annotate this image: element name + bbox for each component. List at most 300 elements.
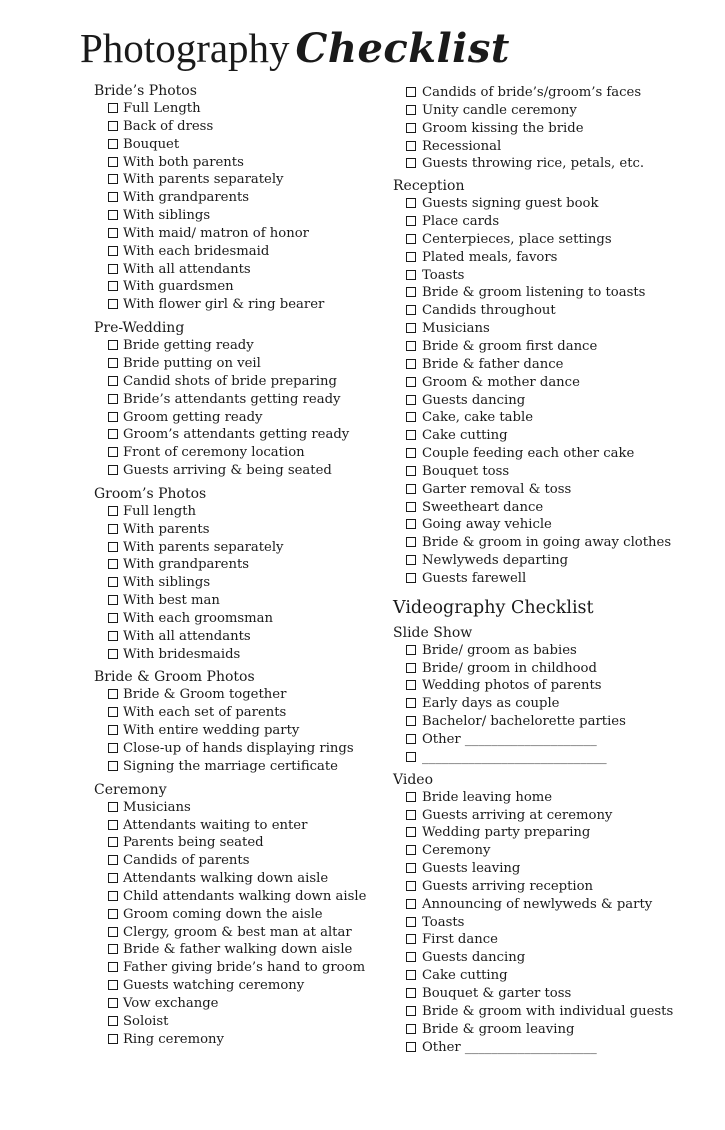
checklist-item bbox=[393, 985, 693, 1003]
checkbox-icon[interactable] bbox=[406, 752, 416, 762]
checkbox-icon[interactable] bbox=[406, 141, 416, 151]
checklist-item bbox=[94, 189, 384, 207]
checkbox-icon[interactable] bbox=[406, 645, 416, 655]
checklist-item bbox=[393, 931, 693, 949]
section-video bbox=[393, 771, 693, 1057]
checklist-item-label: Bride putting on veil bbox=[123, 355, 261, 371]
checklist-item-label: With parents separately bbox=[123, 539, 284, 555]
checklist-item-label: Bride getting ready bbox=[123, 338, 254, 354]
checklist-item-label: With each set of parents bbox=[123, 705, 287, 721]
checklist-item-label: Bachelor/ bachelorette parties bbox=[422, 714, 626, 730]
checkbox-icon[interactable] bbox=[108, 447, 118, 457]
checklist-item-label: Garter removal & toss bbox=[422, 481, 572, 497]
checkbox-icon[interactable] bbox=[406, 158, 416, 168]
checklist-item bbox=[94, 646, 384, 664]
checkbox-icon[interactable] bbox=[406, 341, 416, 351]
checkbox-icon[interactable] bbox=[406, 845, 416, 855]
checkbox-icon[interactable] bbox=[406, 519, 416, 529]
checklist-item-label: With each bridesmaid bbox=[123, 243, 270, 259]
checkbox-icon[interactable] bbox=[108, 192, 118, 202]
checklist-item bbox=[94, 355, 384, 373]
checklist-item-label: With all attendants bbox=[123, 628, 251, 644]
section-heading: Reception bbox=[393, 178, 465, 195]
checklist-item-label: First dance bbox=[422, 932, 498, 948]
section-pre-wedding bbox=[94, 319, 384, 480]
checklist-item-label: With grandparents bbox=[123, 190, 250, 206]
checkbox-icon[interactable] bbox=[108, 962, 118, 972]
checklist-item-label: Plated meals, favors bbox=[422, 249, 558, 265]
checklist-item bbox=[94, 337, 384, 355]
checkbox-icon[interactable] bbox=[406, 466, 416, 476]
checkbox-icon[interactable] bbox=[108, 1016, 118, 1026]
checklist-item bbox=[94, 409, 384, 427]
checkbox-icon[interactable] bbox=[406, 970, 416, 980]
checklist-item-label: Guests dancing bbox=[422, 392, 526, 408]
checklist-item-label: Bouquet & garter toss bbox=[422, 985, 572, 1001]
checklist-item bbox=[94, 556, 384, 574]
checkbox-icon[interactable] bbox=[406, 123, 416, 133]
checklist-item-label: Other ____________________ bbox=[422, 1039, 597, 1055]
checkbox-icon[interactable] bbox=[108, 855, 118, 865]
checklist-item bbox=[393, 481, 693, 499]
checklist-item-label: Centerpieces, place settings bbox=[422, 231, 612, 247]
checklist-item bbox=[94, 296, 384, 314]
checklist-item bbox=[94, 852, 384, 870]
checklist-item bbox=[393, 1021, 693, 1039]
checklist-item bbox=[393, 427, 693, 445]
checklist-item-label: With flower girl & ring bearer bbox=[123, 297, 325, 313]
checklist-item-label: With entire wedding party bbox=[123, 723, 300, 739]
checklist-item-label: Guests farewell bbox=[422, 570, 527, 586]
checkbox-icon[interactable] bbox=[406, 323, 416, 333]
checkbox-icon[interactable] bbox=[108, 103, 118, 113]
checklist-item-label: With maid/ matron of honor bbox=[123, 225, 309, 241]
section-heading: Pre-Wedding bbox=[94, 320, 185, 337]
checklist-item bbox=[393, 660, 693, 678]
checkbox-icon[interactable] bbox=[108, 761, 118, 771]
checkbox-icon[interactable] bbox=[108, 210, 118, 220]
checklist-item-label: Guests arriving reception bbox=[422, 878, 594, 894]
section-bride-groom-photos bbox=[94, 668, 384, 775]
checklist-item bbox=[393, 1039, 693, 1057]
checklist-item bbox=[94, 207, 384, 225]
checkbox-icon[interactable] bbox=[108, 542, 118, 552]
checklist-item-label: With parents bbox=[123, 521, 210, 537]
checklist-item bbox=[393, 231, 693, 249]
checklist-item-label: Bride & groom with individual guests bbox=[422, 1003, 674, 1019]
checklist-item-label: With guardsmen bbox=[123, 279, 234, 295]
checkbox-icon[interactable] bbox=[108, 246, 118, 256]
videography-section-group bbox=[393, 624, 693, 1057]
checkbox-icon[interactable] bbox=[406, 305, 416, 315]
checklist-item bbox=[94, 1031, 384, 1049]
checkbox-icon[interactable] bbox=[406, 234, 416, 244]
checkbox-icon[interactable] bbox=[108, 281, 118, 291]
right-column bbox=[393, 84, 693, 1056]
checkbox-icon[interactable] bbox=[108, 725, 118, 735]
checklist-item-label: Place cards bbox=[422, 214, 500, 230]
checklist-item bbox=[393, 392, 693, 410]
checkbox-icon[interactable] bbox=[108, 909, 118, 919]
checklist-item bbox=[393, 807, 693, 825]
checklist-item bbox=[94, 959, 384, 977]
checklist-item bbox=[393, 695, 693, 713]
section-slide-show bbox=[393, 624, 693, 767]
checklist-item bbox=[393, 102, 693, 120]
checklist-item bbox=[393, 409, 693, 427]
left-column bbox=[94, 82, 384, 1049]
checklist-item bbox=[393, 155, 693, 173]
checklist-item-label: Candid shots of bride preparing bbox=[123, 373, 337, 389]
checkbox-icon[interactable] bbox=[406, 359, 416, 369]
checklist-item bbox=[94, 995, 384, 1013]
section-heading: Bride & Groom Photos bbox=[94, 669, 255, 686]
checkbox-icon[interactable] bbox=[108, 820, 118, 830]
checklist-item bbox=[94, 870, 384, 888]
checkbox-icon[interactable] bbox=[108, 358, 118, 368]
checkbox-icon[interactable] bbox=[108, 873, 118, 883]
checklist-item-label: Bride & father dance bbox=[422, 356, 564, 372]
checkbox-icon[interactable] bbox=[108, 944, 118, 954]
checklist-item bbox=[393, 516, 693, 534]
checklist-item-label: Attendants waiting to enter bbox=[123, 817, 308, 833]
checkbox-icon[interactable] bbox=[406, 377, 416, 387]
checkbox-icon[interactable] bbox=[406, 412, 416, 422]
checkbox-icon[interactable] bbox=[406, 680, 416, 690]
checklist-item bbox=[393, 445, 693, 463]
checkbox-icon[interactable] bbox=[406, 216, 416, 226]
checklist-item bbox=[393, 789, 693, 807]
checkbox-icon[interactable] bbox=[406, 1006, 416, 1016]
checklist-item-label: Cake cutting bbox=[422, 968, 508, 984]
checklist-item bbox=[94, 100, 384, 118]
checklist-item bbox=[393, 267, 693, 285]
checkbox-icon[interactable] bbox=[108, 689, 118, 699]
checklist-item bbox=[94, 539, 384, 557]
checklist-item bbox=[393, 374, 693, 392]
checkbox-icon[interactable] bbox=[406, 827, 416, 837]
checklist-item-label: Cake cutting bbox=[422, 428, 508, 444]
page-title bbox=[80, 25, 510, 72]
checklist-item bbox=[393, 949, 693, 967]
checkbox-icon[interactable] bbox=[406, 934, 416, 944]
checklist-item-label: Going away vehicle bbox=[422, 517, 552, 533]
reception-section-group bbox=[393, 177, 693, 588]
checklist-item bbox=[393, 1003, 693, 1021]
checkbox-icon[interactable] bbox=[406, 573, 416, 583]
checklist-item-label: Child attendants walking down aisle bbox=[123, 888, 367, 904]
checkbox-icon[interactable] bbox=[406, 863, 416, 873]
checkbox-icon[interactable] bbox=[108, 802, 118, 812]
checklist-item-label: Couple feeding each other cake bbox=[422, 446, 635, 462]
checkbox-icon[interactable] bbox=[406, 1024, 416, 1034]
checkbox-icon[interactable] bbox=[108, 394, 118, 404]
checklist-item bbox=[94, 817, 384, 835]
checkbox-icon[interactable] bbox=[406, 988, 416, 998]
checklist-item bbox=[393, 249, 693, 267]
checkbox-icon[interactable] bbox=[108, 524, 118, 534]
checklist-item-label: Bride/ groom in childhood bbox=[422, 660, 597, 676]
checkbox-icon[interactable] bbox=[108, 264, 118, 274]
checklist-item-label: Bouquet bbox=[123, 136, 180, 152]
checkbox-icon[interactable] bbox=[108, 649, 118, 659]
checklist-item-label: Wedding photos of parents bbox=[422, 678, 602, 694]
checkbox-icon[interactable] bbox=[406, 198, 416, 208]
checkbox-icon[interactable] bbox=[406, 430, 416, 440]
checklist-item-label: Other ____________________ bbox=[422, 732, 597, 747]
title-script-text: Checklist bbox=[295, 25, 510, 72]
checklist-item-label: With best man bbox=[123, 593, 220, 609]
checklist-item-label: Announcing of newlyweds & party bbox=[422, 896, 653, 912]
checklist-item bbox=[393, 713, 693, 731]
checklist-item bbox=[94, 610, 384, 628]
checkbox-icon[interactable] bbox=[108, 998, 118, 1008]
checklist-item-label: Bouquet toss bbox=[422, 463, 510, 479]
checklist-item-label: Bride leaving home bbox=[422, 789, 553, 805]
checkbox-icon[interactable] bbox=[406, 395, 416, 405]
checkbox-icon[interactable] bbox=[406, 448, 416, 458]
checklist-item-label: Unity candle ceremony bbox=[422, 102, 577, 118]
checklist-item bbox=[393, 320, 693, 338]
checklist-item-label: Sweetheart dance bbox=[422, 499, 544, 515]
checkbox-icon[interactable] bbox=[406, 287, 416, 297]
checklist-item-label: Guests leaving bbox=[422, 861, 521, 877]
checklist-item bbox=[94, 503, 384, 521]
checkbox-icon[interactable] bbox=[406, 252, 416, 262]
checklist-item bbox=[393, 463, 693, 481]
section-heading: Ceremony bbox=[94, 781, 167, 798]
section-groom-s-photos bbox=[94, 485, 384, 664]
checklist-item bbox=[94, 225, 384, 243]
checkbox-icon[interactable] bbox=[406, 1042, 416, 1052]
checklist-item bbox=[393, 499, 693, 517]
checklist-item-label: Front of ceremony location bbox=[123, 445, 305, 461]
checklist-item bbox=[393, 534, 693, 552]
checklist-item bbox=[94, 118, 384, 136]
checkbox-icon[interactable] bbox=[406, 810, 416, 820]
checklist-item bbox=[94, 261, 384, 279]
checklist-item bbox=[94, 154, 384, 172]
checkbox-icon[interactable] bbox=[108, 743, 118, 753]
checkbox-icon[interactable] bbox=[406, 555, 416, 565]
checkbox-icon[interactable] bbox=[108, 980, 118, 990]
checklist-item bbox=[94, 941, 384, 959]
section-reception bbox=[393, 177, 693, 588]
checkbox-icon[interactable] bbox=[406, 663, 416, 673]
checkbox-icon[interactable] bbox=[406, 87, 416, 97]
checklist-item-label: With siblings bbox=[123, 575, 211, 591]
checkbox-icon[interactable] bbox=[108, 121, 118, 131]
checklist-item bbox=[393, 896, 693, 914]
checklist-item-label: With both parents bbox=[123, 154, 244, 170]
checklist-item-label: Recessional bbox=[422, 138, 502, 154]
checklist-item-label: Cake, cake table bbox=[422, 410, 533, 426]
checklist-item-label: Groom coming down the aisle bbox=[123, 906, 323, 922]
checkbox-icon[interactable] bbox=[406, 537, 416, 547]
checkbox-icon[interactable] bbox=[108, 376, 118, 386]
checkbox-icon[interactable] bbox=[406, 105, 416, 115]
checklist-item-label: Toasts bbox=[422, 267, 465, 283]
checklist-item-label: Back of dress bbox=[123, 118, 214, 134]
checklist-item-label: Bride & groom listening to toasts bbox=[422, 285, 646, 301]
checklist-item-label: Groom’s attendants getting ready bbox=[123, 427, 350, 443]
checklist-item bbox=[94, 574, 384, 592]
checkbox-icon[interactable] bbox=[108, 506, 118, 516]
checklist-item-label: Guests signing guest book bbox=[422, 196, 599, 212]
checklist-item bbox=[393, 642, 693, 660]
checklist-item-label: Vow exchange bbox=[123, 995, 219, 1011]
checklist-item bbox=[94, 906, 384, 924]
checklist-item bbox=[94, 888, 384, 906]
checklist-item-label: Bride/ groom as babies bbox=[422, 642, 577, 658]
checkbox-icon[interactable] bbox=[406, 881, 416, 891]
checklist-item-label: With bridesmaids bbox=[123, 646, 241, 662]
checkbox-icon[interactable] bbox=[108, 139, 118, 149]
checklist-item-label: Ceremony bbox=[422, 843, 491, 859]
checklist-item bbox=[94, 628, 384, 646]
checklist-item bbox=[94, 373, 384, 391]
checklist-item-label: With parents separately bbox=[123, 172, 284, 188]
checkbox-icon[interactable] bbox=[108, 465, 118, 475]
checklist-item-label: Guests arriving & being seated bbox=[123, 463, 332, 479]
checklist-item bbox=[94, 243, 384, 261]
checklist-item bbox=[94, 722, 384, 740]
checklist-item-label: Musicians bbox=[123, 799, 191, 815]
checklist-item-label: Guests watching ceremony bbox=[123, 978, 305, 994]
checkbox-icon[interactable] bbox=[406, 698, 416, 708]
section-heading: Slide Show bbox=[393, 624, 473, 641]
checkbox-icon[interactable] bbox=[108, 174, 118, 184]
checklist-item bbox=[393, 195, 693, 213]
checklist-item bbox=[94, 444, 384, 462]
checklist-item bbox=[393, 213, 693, 231]
checkbox-icon[interactable] bbox=[108, 1034, 118, 1044]
checklist-item bbox=[393, 749, 693, 767]
checkbox-icon[interactable] bbox=[108, 707, 118, 717]
checklist-item-label: Bride & groom leaving bbox=[422, 1021, 575, 1037]
checklist-item bbox=[393, 731, 693, 749]
checkbox-icon[interactable] bbox=[406, 917, 416, 927]
checkbox-icon[interactable] bbox=[406, 502, 416, 512]
checklist-item-label: Clergy, groom & best man at altar bbox=[123, 924, 352, 940]
checklist-item bbox=[393, 284, 693, 302]
checkbox-icon[interactable] bbox=[108, 927, 118, 937]
checkbox-icon[interactable] bbox=[108, 157, 118, 167]
checklist-item bbox=[94, 704, 384, 722]
checklist-item bbox=[94, 924, 384, 942]
checklist-item-label: Full length bbox=[123, 503, 197, 519]
checklist-item bbox=[94, 521, 384, 539]
checkbox-icon[interactable] bbox=[108, 340, 118, 350]
checklist-item-label: Candids of parents bbox=[123, 853, 250, 869]
checkbox-icon[interactable] bbox=[108, 837, 118, 847]
checklist-item bbox=[94, 426, 384, 444]
checklist-item-label: Bride & groom in going away clothes bbox=[422, 535, 672, 551]
checkbox-icon[interactable] bbox=[406, 734, 416, 744]
checklist-item-label: Groom getting ready bbox=[123, 409, 263, 425]
checkbox-icon[interactable] bbox=[108, 559, 118, 569]
checkbox-icon[interactable] bbox=[108, 595, 118, 605]
checkbox-icon[interactable] bbox=[108, 412, 118, 422]
checkbox-icon[interactable] bbox=[406, 792, 416, 802]
title-main-text: Photography bbox=[80, 25, 290, 71]
checklist-item-label: Candids of bride’s/groom’s faces bbox=[422, 85, 642, 100]
checklist-item bbox=[393, 552, 693, 570]
section-heading: Video bbox=[393, 771, 434, 788]
checklist-item bbox=[94, 592, 384, 610]
checklist-item bbox=[94, 834, 384, 852]
checklist-item bbox=[94, 278, 384, 296]
checklist-item bbox=[94, 171, 384, 189]
checklist-item-label: Attendants walking down aisle bbox=[123, 871, 329, 887]
checklist-item-label: Parents being seated bbox=[123, 835, 264, 851]
checklist-item-label: Toasts bbox=[422, 914, 465, 930]
checklist-item-label: ____________________________ bbox=[422, 749, 607, 765]
checklist-item bbox=[94, 391, 384, 409]
checklist-item bbox=[393, 338, 693, 356]
checkbox-icon[interactable] bbox=[406, 270, 416, 280]
checklist-item-label: Newlyweds departing bbox=[422, 553, 569, 569]
checklist-item-label: Full Length bbox=[123, 101, 201, 116]
checklist-item bbox=[393, 824, 693, 842]
checkbox-icon[interactable] bbox=[406, 899, 416, 909]
section-heading: Groom’s Photos bbox=[94, 485, 207, 502]
checklist-item bbox=[393, 570, 693, 588]
checklist-item bbox=[393, 120, 693, 138]
checklist-item bbox=[393, 302, 693, 320]
checklist-item bbox=[393, 677, 693, 695]
checklist-item-label: Guests dancing bbox=[422, 950, 526, 966]
checkbox-icon[interactable] bbox=[406, 484, 416, 494]
checklist-item bbox=[94, 977, 384, 995]
checklist-item-label: Close-up of hands displaying rings bbox=[123, 741, 354, 756]
checklist-item bbox=[393, 842, 693, 860]
checklist-item bbox=[94, 799, 384, 817]
checklist-item-label: Wedding party preparing bbox=[422, 825, 591, 841]
checkbox-icon[interactable] bbox=[406, 716, 416, 726]
checkbox-icon[interactable] bbox=[108, 613, 118, 623]
checklist-item-label: Bride & Groom together bbox=[123, 687, 287, 703]
section-ceremony bbox=[94, 781, 384, 1049]
checklist-item-label: With each groomsman bbox=[123, 610, 274, 626]
checklist-item-label: Bride & groom first dance bbox=[422, 338, 598, 354]
checkbox-icon[interactable] bbox=[108, 429, 118, 439]
checkbox-icon[interactable] bbox=[108, 299, 118, 309]
ceremony-continued-list bbox=[393, 84, 693, 173]
checklist-item-label: Musicians bbox=[422, 321, 490, 337]
checklist-item bbox=[94, 686, 384, 704]
checklist-item bbox=[94, 1013, 384, 1031]
checkbox-icon[interactable] bbox=[108, 577, 118, 587]
checkbox-icon[interactable] bbox=[108, 228, 118, 238]
checklist-item-label: Soloist bbox=[123, 1013, 169, 1029]
checklist-item bbox=[393, 967, 693, 985]
checklist-item-label: Groom kissing the bride bbox=[422, 120, 584, 136]
checklist-item bbox=[94, 136, 384, 154]
checklist-item bbox=[393, 878, 693, 896]
checkbox-icon[interactable] bbox=[406, 952, 416, 962]
checkbox-icon[interactable] bbox=[108, 631, 118, 641]
section-bride-s-photos bbox=[94, 82, 384, 314]
checklist-item-label: Guests arriving at ceremony bbox=[422, 807, 613, 823]
checklist-item-label: With grandparents bbox=[123, 557, 250, 573]
checklist-item-label: Bride’s attendants getting ready bbox=[123, 391, 341, 407]
checklist-item-label: Bride & father walking down aisle bbox=[123, 942, 353, 958]
checklist-item-label: Groom & mother dance bbox=[422, 374, 580, 390]
checklist-item bbox=[94, 462, 384, 480]
videography-title: Videography Checklist bbox=[393, 597, 594, 618]
checkbox-icon[interactable] bbox=[108, 891, 118, 901]
